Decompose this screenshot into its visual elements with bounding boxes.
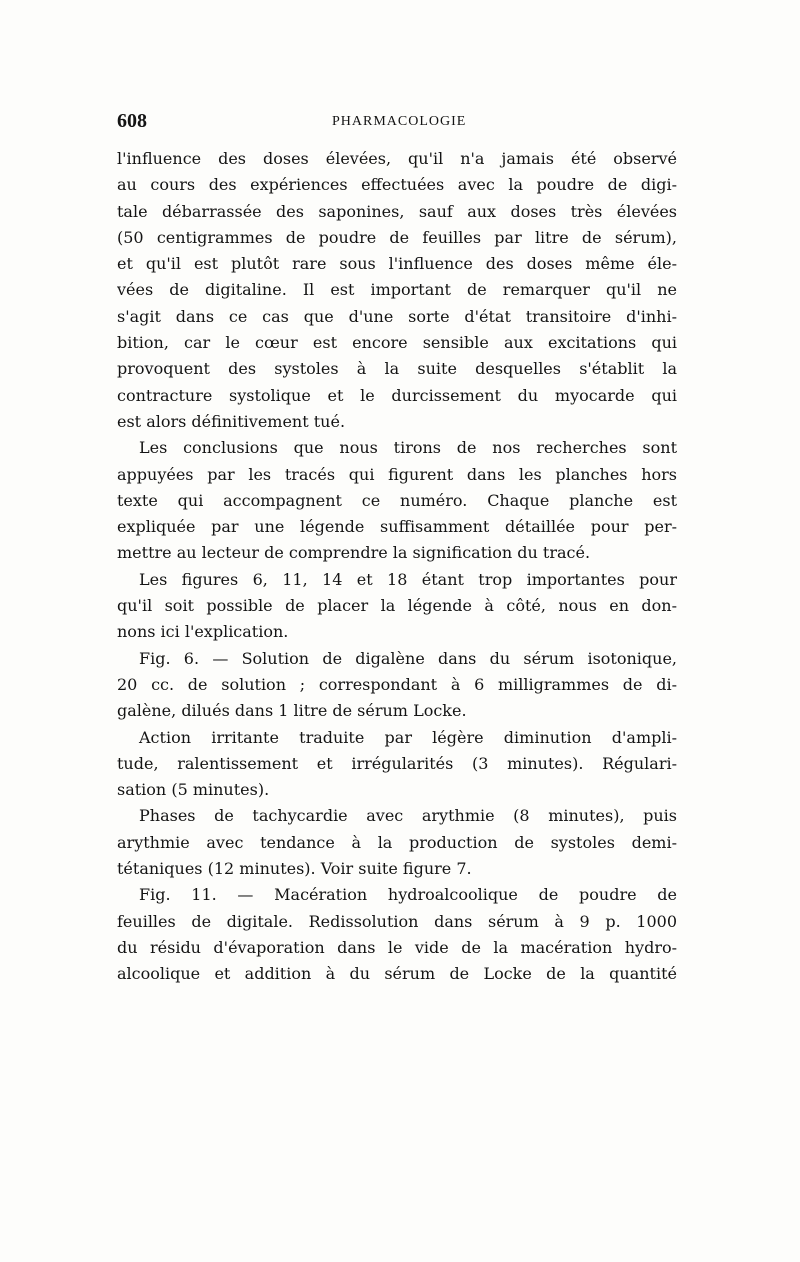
text-line: arythmie avec tendance à la production de systoles demi-	[117, 832, 677, 852]
text-line: Action irritante traduite par légère diminution d'ampli-	[139, 727, 677, 747]
text-line: l'influence des doses élevées, qu'il n'a jamais été observé	[117, 149, 677, 168]
text-line: 20 cc. de solution ; correspondant à 6 milligrammes de di-	[117, 674, 677, 694]
text-line: sation (5 minutes).	[117, 780, 270, 800]
text-line: au cours des expériences effectuées avec la poudre de digi-	[117, 175, 677, 195]
text-line: du résidu d'évaporation dans le vide de la macération hydro-	[117, 937, 677, 957]
text-line: vées de digitaline. Il est important de remarquer qu'il ne	[117, 280, 677, 300]
text-line: nons ici l'explication.	[117, 622, 289, 642]
text-line: Phases de tachycardie avec arythmie (8 minutes), puis	[139, 806, 677, 826]
text-line: texte qui accompagnent ce numéro. Chaque planche est	[117, 490, 677, 510]
text-line: provoquent des systoles à la suite desquelles s'établit la	[117, 359, 677, 379]
running-head: PHARMACOLOGIE	[332, 114, 467, 129]
body-text	[117, 146, 677, 988]
text-line: contracture systolique et le durcissement du myocarde qui	[117, 385, 677, 405]
text-line: Les figures 6, 11, 14 et 18 étant trop importantes pour	[139, 569, 677, 589]
text-line: Fig. 6. — Solution de digalène dans du sérum isotonique,	[139, 648, 677, 668]
text-line: (50 centigrammes de poudre de feuilles par litre de sérum),	[117, 227, 677, 247]
text-line: appuyées par les tracés qui figurent dans les planches hors	[117, 464, 677, 484]
text-line: Fig. 11. — Macération hydroalcoolique de poudre de	[139, 885, 677, 905]
text-line: mettre au lecteur de comprendre la signification du tracé.	[117, 543, 591, 563]
text-line: Les conclusions que nous tirons de nos recherches sont	[139, 438, 677, 458]
text-line: alcoolique et addition à du sérum de Locke de la quantité	[117, 964, 677, 984]
text-line: qu'il soit possible de placer la légende à côté, nous en don-	[117, 596, 677, 616]
text-line: tude, ralentissement et irrégularités (3 minutes). Régulari-	[117, 753, 677, 773]
text-line: est alors définitivement tué.	[117, 411, 346, 431]
text-line: s'agit dans ce cas que d'une sorte d'état transitoire d'inhi-	[117, 306, 677, 326]
book-page	[117, 110, 677, 988]
text-line: galène, dilués dans 1 litre de sérum Locke.	[117, 701, 467, 721]
text-line: et qu'il est plutôt rare sous l'influence des doses même éle-	[117, 254, 677, 274]
page-header	[117, 110, 677, 140]
text-line: bition, car le cœur est encore sensible aux excitations qui	[117, 333, 677, 353]
text-line: expliquée par une légende suffisamment détaillée pour per-	[117, 517, 677, 537]
page-number: 608	[117, 110, 147, 132]
text-line: tétaniques (12 minutes). Voir suite figure 7.	[117, 859, 472, 879]
text-line: tale débarrassée des saponines, sauf aux doses très élevées	[117, 201, 677, 221]
text-line: feuilles de digitale. Redissolution dans sérum à 9 p. 1000	[117, 911, 677, 931]
